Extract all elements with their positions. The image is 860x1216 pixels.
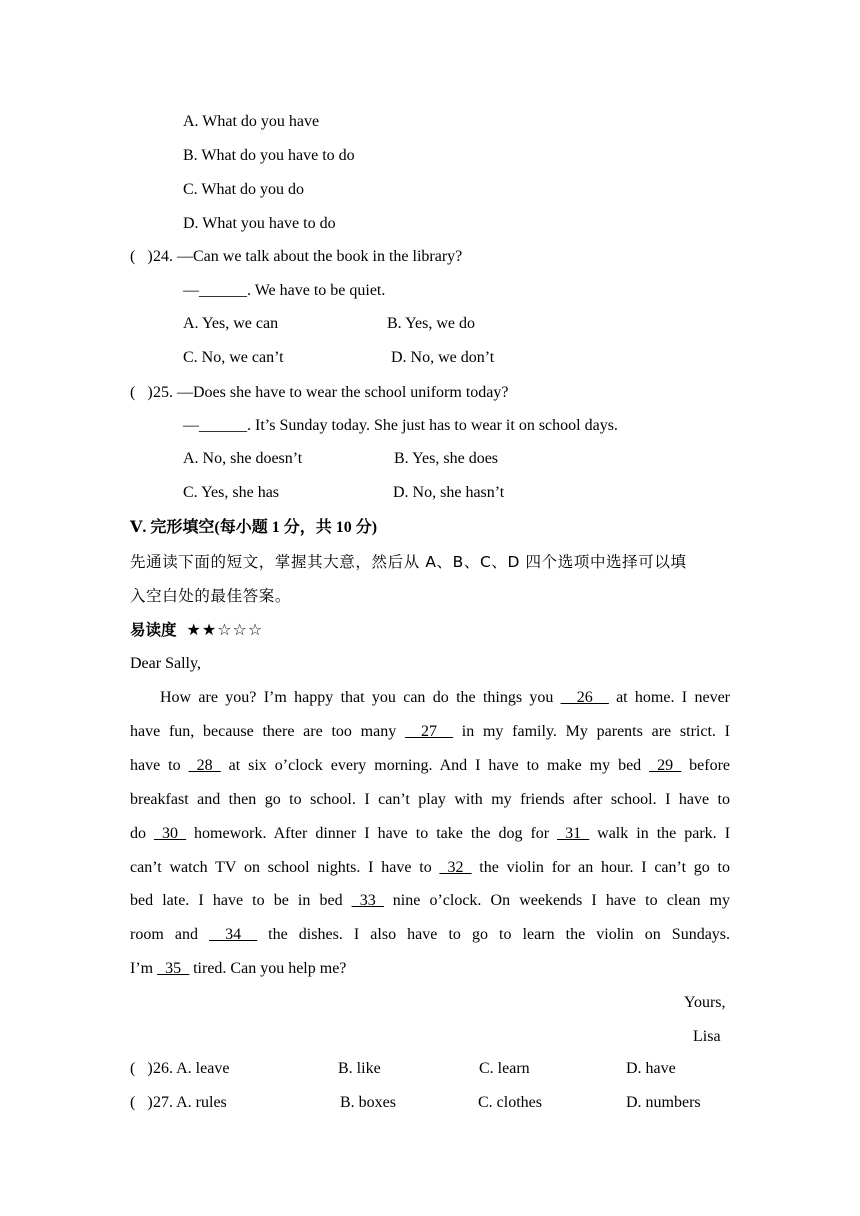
letter-line: have to _28_ at six o’clock every morning. And I have to make my bed _29_ before [130, 757, 731, 774]
q25-option-b: B. Yes, she does [394, 450, 499, 467]
q26-option-b: B. like [338, 1060, 381, 1077]
blank-27: __27__ [405, 723, 453, 740]
letter-signature: Lisa [693, 1028, 721, 1045]
readability-stars: ★★☆☆☆ [186, 620, 264, 639]
answer-paren[interactable]: ( ) [130, 1094, 153, 1111]
q25-option-d: D. No, she hasn’t [393, 484, 505, 501]
q23-option-c: C. What do you do [183, 181, 305, 198]
q26-option-d: D. have [626, 1060, 676, 1077]
q25-option-a: A. No, she doesn’t [183, 450, 303, 467]
q23-option-a: A. What do you have [183, 113, 320, 130]
q24-option-c: C. No, we can’t [183, 349, 284, 366]
q25-option-c: C. Yes, she has [183, 484, 280, 501]
q27-option-a: ( ) 27. A. rules [130, 1094, 227, 1111]
letter-line: I’m _35_ tired. Can you help me? [130, 960, 347, 977]
instruction-line-2: 入空白处的最佳答案。 [130, 587, 292, 605]
letter-line: bed late. I have to be in bed _33_ nine o’clock. On weekends I have to clean my [130, 892, 730, 909]
letter-salutation: Dear Sally, [130, 655, 201, 672]
letter-line: breakfast and then go to school. I can’t play with my friends after school. I have to [130, 791, 730, 808]
blank-31: _31_ [557, 825, 590, 842]
readability-label: 易读度 [130, 621, 177, 639]
q24-option-a: A. Yes, we can [183, 315, 279, 332]
q23-option-b: B. What do you have to do [183, 147, 355, 164]
q24-stem [130, 247, 462, 267]
blank-33: _33_ [351, 892, 384, 909]
q25-reply: —______. It’s Sunday today. She just has to wear it on school days. [183, 417, 618, 434]
q27-option-d: D. numbers [626, 1094, 701, 1111]
q24-option-d: D. No, we don’t [391, 349, 495, 366]
answer-paren[interactable]: ( ) [130, 384, 153, 401]
blank-30: _30_ [154, 825, 187, 842]
q26-option-a: ( ) 26. A. leave [130, 1060, 230, 1077]
letter-line: How are you? I’m happy that you can do the things you __26__ at home. I never [160, 689, 730, 706]
answer-paren[interactable]: ( ) [130, 1060, 153, 1077]
q26-option-c: C. learn [479, 1060, 530, 1077]
blank-26: __26__ [560, 689, 609, 706]
blank-32: _32_ [439, 859, 472, 876]
q24-reply: —______. We have to be quiet. [183, 282, 386, 299]
readability-rating [130, 620, 263, 641]
letter-line: do _30_ homework. After dinner I have to take the dog for _31_ walk in the park. I [130, 825, 731, 842]
blank-35: _35_ [157, 960, 190, 977]
answer-paren[interactable]: ( ) [130, 248, 153, 265]
q23-option-d: D. What you have to do [183, 215, 336, 232]
q27-option-b: B. boxes [340, 1094, 396, 1111]
instruction-line-1: 先通读下面的短文，掌握其大意，然后从 A、B、C、D 四个选项中选择可以填 [130, 553, 687, 571]
section-heading: Ⅴ. 完形填空(每小题 1 分，共 10 分) [130, 519, 378, 536]
blank-34: __34__ [209, 926, 258, 943]
letter-line: room and __34__ the dishes. I also have to go to learn the violin on Sundays. [130, 926, 731, 943]
q24-option-b: B. Yes, we do [387, 315, 476, 332]
letter-closing: Yours, [684, 994, 726, 1011]
blank-28: _28_ [188, 757, 221, 774]
blank-29: _29_ [649, 757, 682, 774]
q24-question: 24. —Can we talk about the book in the library? [153, 248, 463, 265]
q25-question: 25. —Does she have to wear the school uniform today? [153, 384, 509, 401]
letter-line: have fun, because there are too many __27__ in my family. My parents are strict. I [130, 723, 730, 740]
q27-option-c: C. clothes [478, 1094, 542, 1111]
q25-stem [130, 383, 508, 403]
letter-line: can’t watch TV on school nights. I have to _32_ the violin for an hour. I can’t go to [130, 859, 731, 876]
